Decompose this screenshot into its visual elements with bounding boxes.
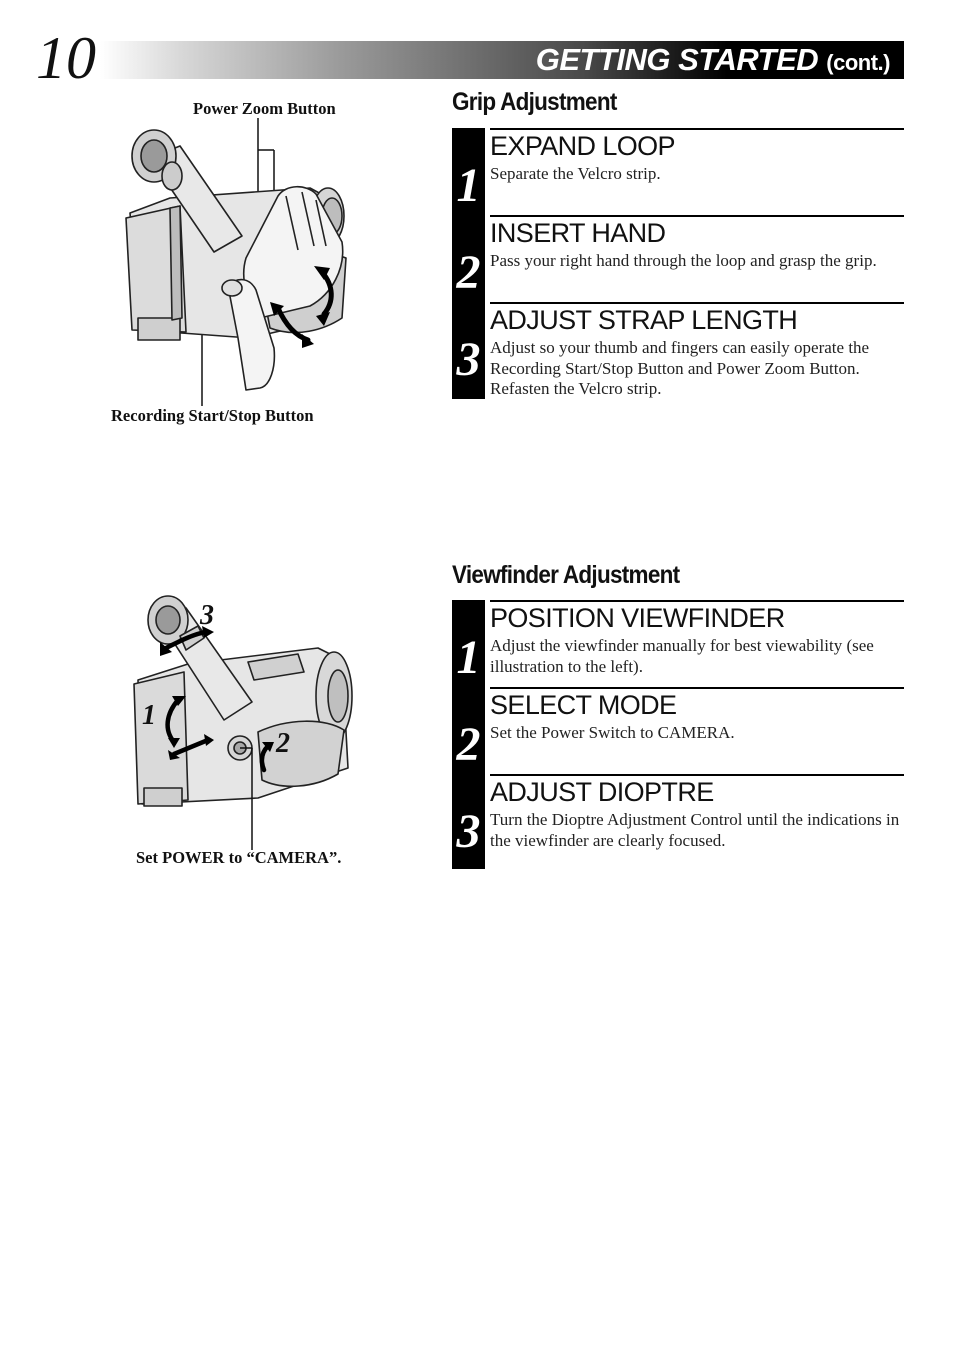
page-number: 10 [36, 25, 96, 91]
grip-step-3 [452, 302, 904, 399]
callout-number-1: 1 [142, 700, 156, 731]
header-title-text: GETTING STARTED [535, 42, 819, 77]
callout-number-2: 2 [276, 728, 290, 759]
step-heading: ADJUST DIOPTRE [490, 777, 714, 807]
step-number: 2 [456, 246, 481, 299]
recording-button-callout: Recording Start/Stop Button [111, 406, 314, 425]
step-number: 2 [456, 718, 481, 771]
step-heading: INSERT HAND [490, 218, 666, 248]
step-number: 3 [456, 333, 481, 386]
power-zoom-button-callout: Power Zoom Button [193, 99, 336, 118]
page-header-bar [100, 41, 904, 79]
step-body: Pass your right hand through the loop and grasp the grip. [490, 251, 877, 270]
step-heading: ADJUST STRAP LENGTH [490, 305, 798, 335]
step-body: Turn the Dioptre Adjustment Control until the indications in the viewfinder are clearly focused. [490, 810, 900, 850]
step-heading: POSITION VIEWFINDER [490, 603, 785, 633]
step-number: 1 [456, 159, 481, 212]
step-body: Separate the Velcro strip. [490, 164, 661, 183]
step-number: 3 [456, 805, 481, 858]
viewfinder-step-2 [452, 687, 904, 774]
viewfinder-adjustment-title: Viewfinder Adjustment [452, 561, 680, 589]
camcorder-viewfinder-illustration [128, 592, 364, 852]
grip-adjustment-title: Grip Adjustment [452, 88, 617, 116]
grip-step-1 [452, 128, 904, 215]
step-body: Adjust so your thumb and fingers can easily operate the Recording Start/Stop Button and Power Zoom Button. Refasten the Velcro strip. [490, 338, 870, 398]
grip-steps [452, 128, 904, 399]
camcorder-grip-illustration [110, 118, 370, 408]
callout-number-3: 3 [200, 600, 214, 631]
viewfinder-steps [452, 600, 904, 869]
grip-step-2 [452, 215, 904, 302]
page-header-title [536, 41, 890, 79]
step-body: Adjust the viewfinder manually for best viewability (see illustration to the left). [490, 636, 874, 676]
step-heading: SELECT MODE [490, 690, 677, 720]
step-number: 1 [456, 631, 481, 684]
viewfinder-step-1 [452, 600, 904, 687]
viewfinder-step-3 [452, 774, 904, 869]
step-heading: EXPAND LOOP [490, 131, 675, 161]
set-power-callout: Set POWER to “CAMERA”. [136, 848, 342, 867]
step-body: Set the Power Switch to CAMERA. [490, 723, 735, 742]
header-cont-text: (cont.) [826, 50, 890, 75]
